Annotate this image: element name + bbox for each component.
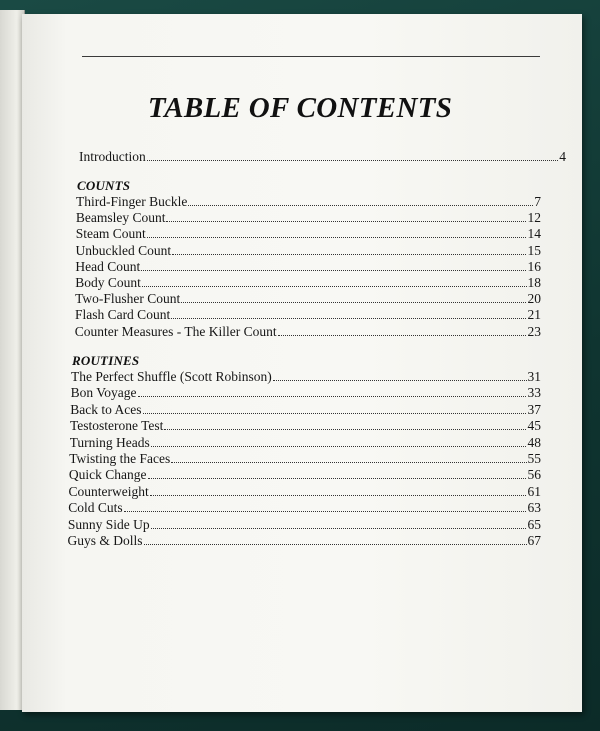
toc-entry xyxy=(70,435,541,451)
toc-entry-page: 16 xyxy=(527,258,541,274)
toc-entry-page: 61 xyxy=(527,483,541,499)
toc-entry-page: 21 xyxy=(527,307,541,323)
toc-entry xyxy=(76,226,541,242)
dot-leader xyxy=(147,226,527,238)
toc-entry-page: 23 xyxy=(527,323,541,339)
toc-entry-label: Quick Change xyxy=(68,467,147,483)
dot-leader xyxy=(181,291,526,303)
toc-entry-page: 14 xyxy=(527,226,541,242)
dot-leader xyxy=(124,500,527,512)
toc-entry-page: 55 xyxy=(527,451,541,466)
dot-leader xyxy=(142,275,527,287)
toc-entry-label: Back to Aces xyxy=(70,401,142,417)
toc-entry-page: 20 xyxy=(527,291,541,307)
toc-entry xyxy=(76,210,541,226)
toc-entry-page: 18 xyxy=(527,275,541,290)
toc-entry-label: Body Count xyxy=(75,275,141,290)
toc-entry xyxy=(69,451,541,467)
toc-entry xyxy=(70,402,541,418)
toc-entry-page: 33 xyxy=(527,385,541,401)
toc-entry-page: 65 xyxy=(527,516,541,532)
section-heading-routines: ROUTINES xyxy=(72,353,140,368)
toc-entry-page: 37 xyxy=(527,401,541,417)
toc-entry xyxy=(76,243,541,259)
toc-entry xyxy=(69,484,541,500)
toc-entry-label: Sunny Side Up xyxy=(67,516,150,532)
toc-entry-label: Bon Voyage xyxy=(70,385,137,401)
toc-entry xyxy=(75,324,541,340)
header-rule xyxy=(82,56,540,57)
dot-leader xyxy=(278,324,527,336)
dot-leader xyxy=(143,402,527,414)
toc-entry-label: Cold Cuts xyxy=(68,500,123,516)
toc-entry-page: 48 xyxy=(527,434,541,450)
toc-entry xyxy=(75,259,541,275)
toc-entry-label: Two-Flusher Count xyxy=(75,291,181,307)
toc-entry xyxy=(76,194,541,210)
dot-leader xyxy=(141,259,526,271)
dot-leader xyxy=(188,194,533,206)
dot-leader xyxy=(171,307,526,319)
dot-leader xyxy=(172,243,526,255)
toc-entry-page: 56 xyxy=(527,467,541,483)
toc-entry-label: Turning Heads xyxy=(69,434,150,450)
toc-entry-label: Head Count xyxy=(75,258,141,274)
toc-entry-page: 63 xyxy=(527,500,541,516)
toc-entry xyxy=(71,369,541,385)
dot-leader xyxy=(171,451,526,463)
toc-entry xyxy=(71,385,541,401)
toc-entry xyxy=(68,517,541,533)
toc-entry xyxy=(68,500,541,516)
toc-entry xyxy=(69,467,541,483)
dot-leader xyxy=(150,484,527,496)
toc-entry xyxy=(75,275,541,291)
toc-entry-label: Guys & Dolls xyxy=(67,533,143,548)
toc-entry-page: 45 xyxy=(527,418,541,434)
toc-entry xyxy=(75,291,541,307)
toc-entry-page: 12 xyxy=(527,210,541,226)
toc-entry-page: 7 xyxy=(534,194,541,209)
dot-leader xyxy=(151,517,527,529)
toc-entry-label: Unbuckled Count xyxy=(75,242,172,258)
toc-entry-page: 4 xyxy=(559,149,566,164)
section-heading-counts: COUNTS xyxy=(77,178,131,193)
toc-entry-label: Introduction xyxy=(79,149,146,164)
toc-entry-label: Counter Measures - The Killer Count xyxy=(74,323,277,339)
dot-leader xyxy=(144,533,527,545)
toc-entry-label: Third-Finger Buckle xyxy=(76,194,188,209)
dot-leader xyxy=(273,369,527,381)
toc-entry-label: Twisting the Faces xyxy=(69,451,171,466)
toc-entry-page: 31 xyxy=(527,369,541,384)
toc-entry-label: Counterweight xyxy=(68,483,149,499)
toc-entry xyxy=(68,533,542,549)
toc-entry-label: Testosterone Test xyxy=(69,418,164,434)
dot-leader xyxy=(164,418,526,430)
toc-entry-label: Flash Card Count xyxy=(74,307,171,323)
toc-entry-label: Beamsley Count xyxy=(75,210,166,226)
toc-entry-page: 67 xyxy=(527,533,541,548)
toc-entry xyxy=(75,307,541,323)
toc-entry-label: Steam Count xyxy=(75,226,146,242)
toc-entry-introduction xyxy=(79,149,566,165)
dot-leader xyxy=(166,210,526,222)
page-title: TABLE OF CONTENTS xyxy=(147,92,453,124)
dot-leader xyxy=(148,467,527,479)
dot-leader xyxy=(151,435,527,447)
dot-leader xyxy=(147,149,559,161)
dot-leader xyxy=(138,385,527,397)
toc-entry-label: The Perfect Shuffle (Scott Robinson) xyxy=(71,369,272,384)
toc-entry-page: 15 xyxy=(527,242,541,258)
toc-entry xyxy=(70,418,541,434)
